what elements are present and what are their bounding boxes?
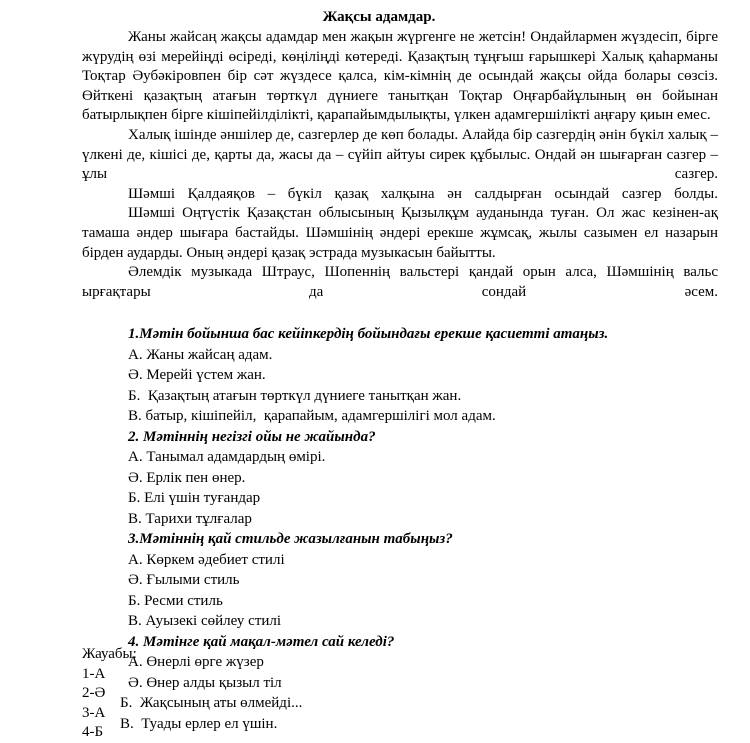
option-1-b[interactable]: Б. Қазақтың атағын төрткүл дүниеге танытқан жан. bbox=[128, 387, 462, 404]
option-2-v[interactable]: В. Тарихи тұлғалар bbox=[128, 510, 252, 527]
option-4-a[interactable]: А. Өнерлі өрге жүзер bbox=[128, 654, 264, 671]
passage-paragraph: Жаны жайсаң жақсы адамдар мен жақын жүргенге не жетсін! Ондайлармен жүздесіп, бірге жүрудің өзі мерейіңді өсіреді, көңіліңді көтереді. Қазақтың тұңғыш ғарышкері Халық қаһарманы Тоқтар Әубәкіровпен бір сәт жүздесе қалса, кім-кімнің де осындай жақсы ойда болары сөзсіз. Өйткені қазақтың атағын төрткүл дүниеге танытқан Тоқтар Оңғарбайұлының өн бойынан батырлықпен бірге кішіпейілділікті, қарапайымдылықты, үлкен адамгершілікті аңғару қиын емес. bbox=[82, 29, 718, 124]
option-1-v[interactable]: В. батыр, кішіпейіл, қарапайым, адамгершілігі мол адам. bbox=[128, 408, 496, 425]
option-4-b[interactable]: Б. Жақсының аты өлмейді... bbox=[120, 695, 303, 712]
question-prompt-1: 1.Мәтін бойынша бас кейіпкердің бойындағы ерекше қасиетті атаңыз. bbox=[128, 326, 609, 343]
reading-passage bbox=[82, 28, 718, 302]
passage-paragraph: Халық ішінде әншілер де, сазгерлер де көп болады. Алайда бір сазгердің әнін бүкіл халық – үлкені де, кішісі де, қарты да, жасы да – сүйіп айтуы сирек құбылыс. Ондай ән шығарған сазгер – ұлы сазгер. bbox=[82, 126, 718, 183]
option-3-ae[interactable]: Ә. Ғылыми стиль bbox=[128, 572, 240, 589]
question-prompt-2: 2. Мәтіннің негізгі ойы не жайында? bbox=[128, 428, 376, 445]
answer-key-line-1: 1-А bbox=[82, 665, 106, 682]
question-list bbox=[82, 324, 718, 734]
option-2-a[interactable]: А. Танымал адамдардың өмірі. bbox=[128, 449, 326, 466]
option-4-ae[interactable]: Ә. Өнер алды қызыл тіл bbox=[128, 674, 282, 691]
option-3-a[interactable]: А. Көркем әдебиет стилі bbox=[128, 551, 285, 568]
option-1-a[interactable]: А. Жаны жайсаң адам. bbox=[128, 346, 273, 363]
answer-key-line-2: 2-Ә bbox=[82, 685, 106, 701]
passage-paragraph: Әлемдік музыкада Штраус, Шопеннің вальстері қандай орын алса, Шәмшінің вальс ырғақтары да сондай әсем. bbox=[82, 264, 718, 300]
option-4-v[interactable]: В. Туады ерлер ел үшін. bbox=[120, 715, 278, 732]
question-prompt-3: 3.Мәтіннің қай стильде жазылғанын табыңыз? bbox=[128, 531, 453, 548]
answer-key bbox=[82, 645, 137, 743]
option-2-ae[interactable]: Ә. Ерлік пен өнер. bbox=[128, 469, 246, 486]
answer-key-heading: Жауабы: bbox=[82, 646, 137, 662]
option-3-b[interactable]: Б. Ресми стиль bbox=[128, 592, 223, 609]
passage-paragraph: Шәмші Оңтүстік Қазақстан облысының Қызылқұм ауданында туған. Ол жас кезінен-ақ тамаша әндер шығара бастайды. Шәмшінің әндері ерекше жұмсақ, жылы сазымен ел назарын бірден аударды. Оның әндері қазақ эстрада музыкасын байытты. bbox=[82, 205, 718, 261]
page-title: Жақсы адамдар. bbox=[322, 9, 436, 25]
option-3-v[interactable]: В. Ауызекі сөйлеу стилі bbox=[128, 613, 282, 630]
answer-key-line-3: 3-А bbox=[82, 704, 106, 721]
option-2-b[interactable]: Б. Елі үшін туғандар bbox=[128, 490, 261, 507]
option-1-ae[interactable]: Ә. Мерейі үстем жан. bbox=[128, 367, 266, 384]
passage-paragraph: Шәмші Қалдаяқов – бүкіл қазақ халқына ән салдырған осындай сазгер болды. bbox=[128, 185, 718, 202]
answer-key-line-4: 4-Б bbox=[82, 724, 104, 740]
question-prompt-4: 4. Мәтінге қай мақал-мәтел сай келеді? bbox=[128, 633, 395, 650]
